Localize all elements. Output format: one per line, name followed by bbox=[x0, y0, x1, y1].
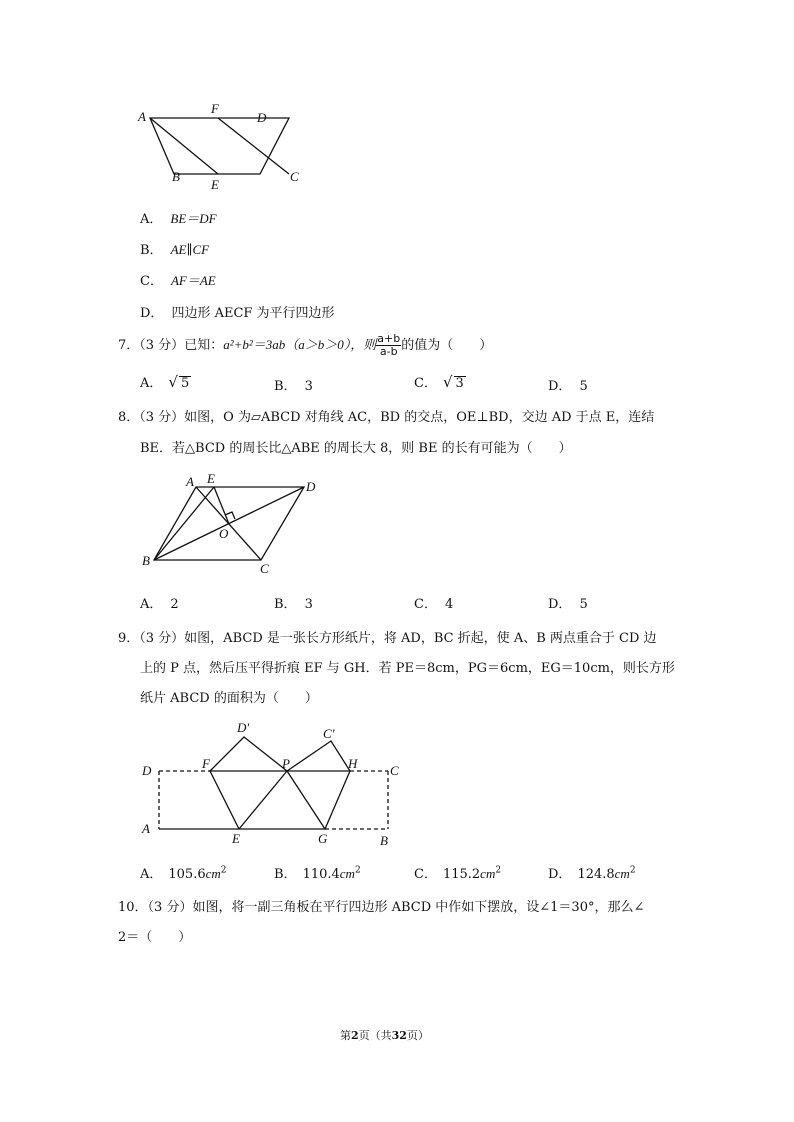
q9-label-e: E bbox=[232, 831, 240, 846]
option-key: A． bbox=[140, 212, 163, 227]
q7-fraction-numerator: a+b bbox=[377, 332, 401, 345]
option-value: 105.6 bbox=[168, 867, 206, 882]
option-key: D． bbox=[140, 306, 164, 321]
option-key: C． bbox=[414, 867, 437, 882]
option-radicand: 3 bbox=[455, 376, 464, 391]
q8-label-b: B bbox=[142, 553, 150, 568]
option-exponent: 2 bbox=[495, 865, 502, 876]
option-key: B． bbox=[274, 867, 297, 882]
option-key: B． bbox=[274, 597, 297, 612]
option-text: 5 bbox=[579, 379, 588, 394]
option-exponent: 2 bbox=[220, 865, 227, 876]
q9-crease-gh bbox=[325, 771, 350, 829]
q8-number: 8． bbox=[118, 410, 140, 425]
option-key: C． bbox=[140, 274, 163, 289]
option-key: A． bbox=[140, 376, 163, 391]
option-key: B． bbox=[140, 243, 163, 258]
q10-stem-line-2: 2＝（ ） bbox=[118, 930, 192, 945]
option-exponent: 2 bbox=[354, 865, 361, 876]
option-value: 115.2 bbox=[442, 867, 481, 882]
option-text: 3 bbox=[304, 379, 313, 394]
option-key: C． bbox=[414, 376, 437, 391]
q7-fraction-denominator: a-b bbox=[379, 345, 398, 358]
footer-prefix: 第 bbox=[340, 1029, 351, 1042]
option-text: 5 bbox=[579, 597, 588, 612]
q7-stem-prefix: 已知： bbox=[184, 338, 224, 353]
q6-label-b: B bbox=[172, 169, 180, 184]
option-key: C． bbox=[414, 597, 437, 612]
q7-score: （3 分） bbox=[139, 338, 185, 353]
q9-label-f: F bbox=[202, 756, 210, 771]
option-key: A． bbox=[140, 867, 163, 882]
option-text: AF＝AE bbox=[170, 273, 216, 288]
q9-label-d-prime: D′ bbox=[237, 720, 250, 735]
option-text: BE＝DF bbox=[170, 211, 217, 226]
option-key: D． bbox=[548, 597, 572, 612]
q6-label-d: D bbox=[257, 110, 267, 125]
q9-folded-flap-pch bbox=[287, 741, 350, 771]
q10-number: 10． bbox=[118, 900, 148, 915]
q9-crease-fe bbox=[210, 771, 239, 829]
q10-stem-line-1 bbox=[118, 896, 644, 915]
option-text: AE∥CF bbox=[170, 242, 210, 257]
q6-label-f: F bbox=[211, 101, 219, 116]
option-unit: cm bbox=[339, 866, 355, 881]
q9-label-c-prime: C′ bbox=[323, 726, 335, 741]
q9-segment-pg bbox=[287, 771, 325, 829]
q8-label-a: A bbox=[186, 474, 194, 489]
sqrt-icon: √ bbox=[442, 373, 453, 391]
q9-option-a bbox=[140, 863, 227, 882]
q8-label-e: E bbox=[207, 471, 215, 486]
q9-label-h: H bbox=[348, 756, 358, 771]
option-text: 2 bbox=[170, 597, 179, 612]
q9-option-d bbox=[548, 863, 636, 882]
q6-label-a: A bbox=[138, 109, 146, 124]
q8-line-1: （3 分）如图，O 为▱ABCD 对角线 AC，BD 的交点，OE⊥BD，交边 AD 于点 E，连结 bbox=[139, 410, 655, 425]
footer-middle: 页（共 bbox=[358, 1029, 392, 1042]
q9-label-d: D bbox=[142, 763, 152, 778]
footer-total-pages: 32 bbox=[391, 1029, 407, 1042]
option-exponent: 2 bbox=[629, 865, 636, 876]
q6-label-e: E bbox=[211, 177, 219, 192]
q10-line-1: （3 分）如图，将一副三角板在平行四边形 ABCD 中作如下摆放，设∠1＝30°，那么∠ bbox=[147, 900, 645, 915]
q8-stem-line-2: BE．若△BCD 的周长比△ABE 的周长大 8，则 BE 的长有可能为（ ） bbox=[140, 441, 572, 456]
option-key: D． bbox=[548, 867, 572, 882]
option-unit: cm bbox=[205, 866, 221, 881]
q9-option-c bbox=[414, 863, 501, 882]
option-unit: cm bbox=[614, 866, 630, 881]
option-value: 110.4 bbox=[302, 867, 340, 882]
q9-stem-line-3: 纸片 ABCD 的面积为（ ） bbox=[140, 691, 318, 706]
page-footer bbox=[340, 1027, 429, 1043]
footer-page-number: 2 bbox=[351, 1029, 359, 1042]
q8-label-d: D bbox=[306, 479, 316, 494]
q8-label-o: O bbox=[219, 526, 229, 541]
q9-label-g: G bbox=[318, 831, 328, 846]
sqrt-icon: √ bbox=[168, 373, 178, 391]
q6-label-c: C bbox=[290, 169, 299, 184]
q9-label-c: C bbox=[390, 763, 399, 778]
q9-label-p: P bbox=[282, 756, 290, 771]
option-text: 4 bbox=[444, 597, 454, 612]
q7-stem-suffix: 的值为（ ） bbox=[401, 338, 493, 353]
option-radicand: 5 bbox=[180, 376, 190, 391]
q9-number: 9． bbox=[118, 631, 140, 646]
q9-folded-flap-fdp bbox=[210, 737, 287, 771]
option-text: 四边形 AECF 为平行四边形 bbox=[171, 306, 335, 321]
q9-line-1: （3 分）如图，ABCD 是一张长方形纸片，将 AD，BC 折起，使 A、B 两点重合于 CD 边 bbox=[139, 631, 657, 646]
q7-number: 7． bbox=[118, 338, 140, 353]
q9-label-a: A bbox=[142, 821, 150, 836]
option-key: B． bbox=[274, 379, 297, 394]
footer-suffix: 页） bbox=[406, 1029, 429, 1042]
option-text: 3 bbox=[304, 597, 313, 612]
q9-stem-line-2: 上的 P 点，然后压平得折痕 EF 与 GH．若 PE＝8cm，PG＝6cm，EG＝10cm，则长方形 bbox=[140, 661, 675, 676]
option-unit: cm bbox=[480, 866, 496, 881]
q9-segment-ep bbox=[239, 771, 287, 829]
option-key: A． bbox=[140, 597, 163, 612]
q9-option-b bbox=[274, 863, 361, 882]
option-value: 124.8 bbox=[577, 867, 615, 882]
option-key: D． bbox=[548, 379, 572, 394]
q8-label-c: C bbox=[260, 561, 269, 576]
q9-label-b: B bbox=[380, 833, 388, 848]
q7-equation: a²+b²＝3ab（a＞b＞0），则 bbox=[223, 337, 377, 352]
